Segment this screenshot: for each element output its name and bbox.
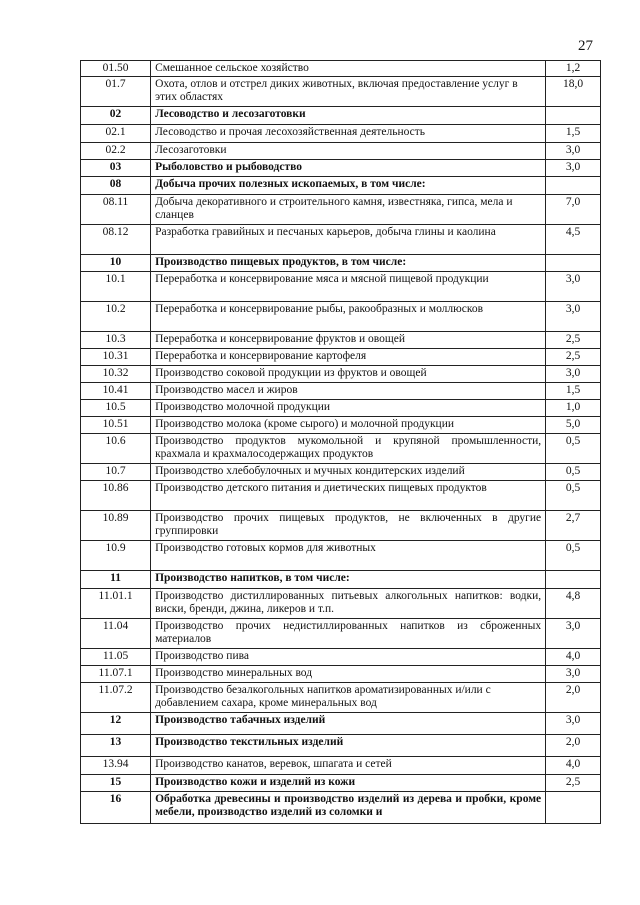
activity-code: 08 xyxy=(81,177,151,195)
rate-value: 2,5 xyxy=(546,775,601,792)
activity-name: Производство готовых кормов для животных xyxy=(151,541,546,571)
table-row xyxy=(81,302,601,332)
activity-name: Лесоводство и лесозаготовки xyxy=(151,107,546,125)
activity-name: Производство масел и жиров xyxy=(151,383,546,400)
table-row xyxy=(81,255,601,272)
activity-code: 10.32 xyxy=(81,366,151,383)
activity-code: 16 xyxy=(81,792,151,824)
table-row xyxy=(81,757,601,775)
rate-value: 4,0 xyxy=(546,649,601,666)
table-row xyxy=(81,589,601,619)
rate-value: 2,7 xyxy=(546,511,601,541)
activity-name: Производство продуктов мукомольной и крупяной промышленности, крахмала и крахмалосодержащих продуктов xyxy=(151,434,546,464)
table-row xyxy=(81,511,601,541)
rate-value: 1,0 xyxy=(546,400,601,417)
rate-value: 4,0 xyxy=(546,757,601,775)
activity-code: 11.01.1 xyxy=(81,589,151,619)
table-row xyxy=(81,383,601,400)
rate-value: 18,0 xyxy=(546,77,601,107)
activity-name: Охота, отлов и отстрел диких животных, включая предоставление услуг в этих областях xyxy=(151,77,546,107)
rate-value xyxy=(546,792,601,824)
rate-value: 3,0 xyxy=(546,302,601,332)
activity-name: Производство безалкогольных напитков ароматизированных и/или с добавлением сахара, кроме минеральных вод xyxy=(151,683,546,713)
activity-name: Переработка и консервирование рыбы, ракообразных и моллюсков xyxy=(151,302,546,332)
rate-value xyxy=(546,177,601,195)
activity-name: Производство пива xyxy=(151,649,546,666)
activity-name: Переработка и консервирование фруктов и овощей xyxy=(151,332,546,349)
rate-value: 1,5 xyxy=(546,125,601,143)
activity-code: 10.1 xyxy=(81,272,151,302)
rate-value: 2,0 xyxy=(546,683,601,713)
activity-code: 10 xyxy=(81,255,151,272)
activity-code: 02.1 xyxy=(81,125,151,143)
table-row xyxy=(81,434,601,464)
rate-value: 3,0 xyxy=(546,713,601,735)
rate-value: 0,5 xyxy=(546,541,601,571)
table-row xyxy=(81,195,601,225)
activity-name: Производство молока (кроме сырого) и молочной продукции xyxy=(151,417,546,434)
table-row xyxy=(81,160,601,177)
activity-name: Лесоводство и прочая лесохозяйственная деятельность xyxy=(151,125,546,143)
activity-code: 13.94 xyxy=(81,757,151,775)
activity-name: Производство кожи и изделий из кожи xyxy=(151,775,546,792)
table-row xyxy=(81,332,601,349)
rate-value: 3,0 xyxy=(546,272,601,302)
activity-code: 10.41 xyxy=(81,383,151,400)
activity-name: Лесозаготовки xyxy=(151,143,546,160)
activity-name: Производство пищевых продуктов, в том числе: xyxy=(151,255,546,272)
table-row xyxy=(81,417,601,434)
activity-name: Производство прочих пищевых продуктов, не включенных в другие группировки xyxy=(151,511,546,541)
activity-code: 11 xyxy=(81,571,151,589)
activity-code: 10.51 xyxy=(81,417,151,434)
activity-code: 12 xyxy=(81,713,151,735)
table-row xyxy=(81,61,601,77)
table-row xyxy=(81,366,601,383)
activity-name: Производство хлебобулочных и мучных кондитерских изделий xyxy=(151,464,546,481)
table-row xyxy=(81,481,601,511)
table-row xyxy=(81,619,601,649)
rate-value: 3,0 xyxy=(546,366,601,383)
rate-value: 5,0 xyxy=(546,417,601,434)
activity-code: 11.07.1 xyxy=(81,666,151,683)
rate-value: 2,5 xyxy=(546,332,601,349)
activity-name: Добыча прочих полезных ископаемых, в том числе: xyxy=(151,177,546,195)
activity-code: 10.9 xyxy=(81,541,151,571)
activity-name: Разработка гравийных и песчаных карьеров, добыча глины и каолина xyxy=(151,225,546,255)
rate-value: 3,0 xyxy=(546,143,601,160)
table-row xyxy=(81,735,601,757)
activity-name: Производство напитков, в том числе: xyxy=(151,571,546,589)
table-row xyxy=(81,649,601,666)
rate-value xyxy=(546,107,601,125)
okved-rate-table xyxy=(80,60,601,824)
activity-code: 08.12 xyxy=(81,225,151,255)
rate-value: 3,0 xyxy=(546,666,601,683)
activity-code: 13 xyxy=(81,735,151,757)
table-row xyxy=(81,77,601,107)
table-row xyxy=(81,792,601,824)
activity-code: 11.05 xyxy=(81,649,151,666)
table-row xyxy=(81,464,601,481)
activity-name: Смешанное сельское хозяйство xyxy=(151,61,546,77)
table-row xyxy=(81,713,601,735)
rate-value xyxy=(546,255,601,272)
rate-value: 0,5 xyxy=(546,481,601,511)
activity-name: Производство соковой продукции из фруктов и овощей xyxy=(151,366,546,383)
activity-name: Рыболовство и рыбоводство xyxy=(151,160,546,177)
table-row xyxy=(81,349,601,366)
activity-name: Переработка и консервирование мяса и мясной пищевой продукции xyxy=(151,272,546,302)
rate-value: 2,5 xyxy=(546,349,601,366)
activity-code: 08.11 xyxy=(81,195,151,225)
activity-code: 02 xyxy=(81,107,151,125)
activity-code: 10.7 xyxy=(81,464,151,481)
activity-name: Производство текстильных изделий xyxy=(151,735,546,757)
rate-value: 1,2 xyxy=(546,61,601,77)
activity-code: 11.04 xyxy=(81,619,151,649)
activity-name: Обработка древесины и производство изделий из дерева и пробки, кроме мебели, производство изделий из соломки и xyxy=(151,792,546,824)
activity-code: 11.07.2 xyxy=(81,683,151,713)
table-row xyxy=(81,775,601,792)
table-row xyxy=(81,107,601,125)
activity-code: 02.2 xyxy=(81,143,151,160)
activity-name: Производство канатов, веревок, шпагата и сетей xyxy=(151,757,546,775)
table-row xyxy=(81,272,601,302)
table-row xyxy=(81,125,601,143)
activity-code: 15 xyxy=(81,775,151,792)
activity-code: 03 xyxy=(81,160,151,177)
activity-name: Производство минеральных вод xyxy=(151,666,546,683)
rate-value xyxy=(546,571,601,589)
table-row xyxy=(81,143,601,160)
rate-value: 1,5 xyxy=(546,383,601,400)
rate-value: 7,0 xyxy=(546,195,601,225)
activity-name: Производство дистиллированных питьевых алкогольных напитков: водки, виски, бренди, джина, ликеров и т.п. xyxy=(151,589,546,619)
activity-code: 01.7 xyxy=(81,77,151,107)
table-row xyxy=(81,666,601,683)
rate-value: 0,5 xyxy=(546,464,601,481)
activity-name: Производство прочих недистиллированных напитков из сброженных материалов xyxy=(151,619,546,649)
activity-code: 10.86 xyxy=(81,481,151,511)
rate-value: 3,0 xyxy=(546,619,601,649)
activity-code: 10.31 xyxy=(81,349,151,366)
table-row xyxy=(81,571,601,589)
rate-value: 2,0 xyxy=(546,735,601,757)
activity-code: 10.6 xyxy=(81,434,151,464)
table-row xyxy=(81,177,601,195)
rate-value: 0,5 xyxy=(546,434,601,464)
activity-code: 10.5 xyxy=(81,400,151,417)
rate-value: 4,8 xyxy=(546,589,601,619)
rate-value: 3,0 xyxy=(546,160,601,177)
rate-value: 4,5 xyxy=(546,225,601,255)
activity-code: 10.3 xyxy=(81,332,151,349)
activity-code: 01.50 xyxy=(81,61,151,77)
activity-name: Производство детского питания и диетических пищевых продуктов xyxy=(151,481,546,511)
activity-code: 10.89 xyxy=(81,511,151,541)
table-row xyxy=(81,400,601,417)
activity-name: Добыча декоративного и строительного камня, известняка, гипса, мела и сланцев xyxy=(151,195,546,225)
table-row xyxy=(81,541,601,571)
activity-code: 10.2 xyxy=(81,302,151,332)
page-number: 27 xyxy=(578,38,593,54)
activity-name: Производство табачных изделий xyxy=(151,713,546,735)
activity-name: Переработка и консервирование картофеля xyxy=(151,349,546,366)
activity-name: Производство молочной продукции xyxy=(151,400,546,417)
table-row xyxy=(81,225,601,255)
table-row xyxy=(81,683,601,713)
